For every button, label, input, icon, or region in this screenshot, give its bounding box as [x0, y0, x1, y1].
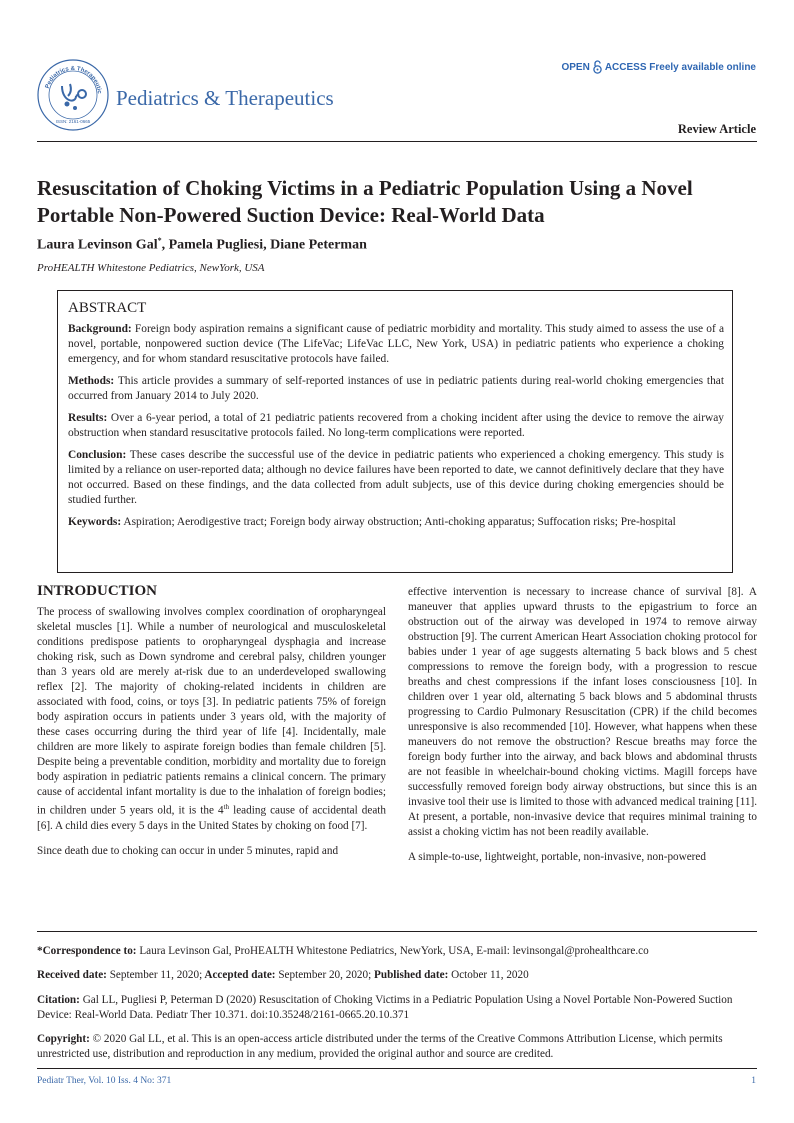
open-access-suffix: ACCESS Freely available online [604, 61, 756, 73]
abstract-box [57, 290, 733, 573]
logo-issn: ISSN: 2161-0665 [55, 119, 91, 124]
journal-logo [36, 58, 110, 132]
correspondence-note: *Correspondence to: Laura Levinson Gal, ProHEALTH Whitestone Pediatrics, NewYork, USA, E-mail: levinsongal@prohealthcare.co [37, 945, 649, 957]
logo-text: Pediatrics & Therapeutic [44, 65, 103, 95]
section-heading-introduction: INTRODUCTION [37, 583, 158, 599]
footnote-divider [37, 931, 757, 932]
journal-name: Pediatrics & Therapeutics [116, 86, 334, 110]
body-paragraph: The process of swallowing involves complex coordination of oropharyngeal skeletal muscles [1]. While a number of neurological and musculoskeletal conditions predispose patients to oropharyngeal dysphagia and increase choking risk, such as Down syndrome and cerebral palsy, children younger than 3 years old are merely at-risk due to an underdeveloped swallowing reflex [2]. The majority of choking-related incidents in children are associated with food, coins, or toys [3]. In pediatric patients 75% of foreign body aspiration occurs in patients under 3 years old, with the majority of these cases occurring during the third year of life [4]. Incidentally, male children are more likely to aspirate foreign bodies than female children [5]. Despite being a preventable condition, morbidity and mortality due to foreign body aspiration in pediatric patients remains a clinical concern. The primary cause of accidental infant mortality is due to the inhalation of foreign bodies; in children under 5 years old, it is the 4th leading cause of accidental death [6]. A child dies every 5 days in the United States by choking on food [7]. [37, 606, 386, 832]
authors-rest: , Pamela Pugliesi, Diane Peterman [161, 237, 367, 253]
abstract-background: Background: Foreign body aspiration remains a significant cause of pediatric morbidity and mortality. This study aimed to assess the use of a novel, portable, nonpowered suction device (The LifeVac; LifeVac LLC, New York, USA) in pediatric patients who experience a choking emergency, and for whom standard resuscitative protocols have failed. [68, 323, 724, 365]
child-figure-icon [65, 102, 78, 111]
article-title: Resuscitation of Choking Victims in a Pediatric Population Using a Novel Portable Non-Powered Suction Device: Real-World Data [37, 176, 693, 227]
body-paragraph: effective intervention is necessary to increase chance of survival [8]. A maneuver that applies upward thrusts to the epigastrium to force an obstruction out of the airway was developed in 1974 to remove airway obstruction [9]. The current American Heart Association choking protocol for babies under 1 year of age suggests alternating 5 back blows and 5 chest compressions to remove the foreign body, with a progression to rescue breaths and chest compressions if the infant loses consciousness [10]. In children over 1 year old, alternating 5 back blows and 5 abdominal thrusts progressing to Cardio Pulmonary Resuscitation (CPR) if the child becomes unresponsive is also recommended [10]. However, what happens when these maneuvers do not remove the obstruction? Rescue breaths may force the foreign body further into the airway, and back blows and abdominal thrusts are not feasible in wheelchair-bound choking victims. Magill forceps have successfully removed foreign body airway obstructions, but since this is an invasive tool their use is limited to those with advanced medical training [11]. At present, a portable, non-invasive device that requires minimal training to assist a choking victim has not been readily available. [408, 586, 757, 838]
open-access-badge [561, 60, 756, 74]
page-footer-divider [37, 1068, 757, 1069]
stethoscope-icon [62, 84, 86, 101]
abstract-conclusion: Conclusion: These cases describe the successful use of the device in pediatric patients who experienced a choking emergency. This study is limited by a reliance on user-reported data; although no device failures have been reported to date, we cannot definitively declare that they have not occurred. Based on these findings, and the data collected from adult subjects, use of this device during choking emergencies should be studied further. [68, 449, 724, 506]
svg-text:Pediatrics & Therapeutics [36, 58, 102, 95]
dates-note: Received date: September 11, 2020; Accepted date: September 20, 2020; Published date: October 11, 2020 [37, 969, 529, 981]
author-corresponding: Laura Levinson Gal [37, 237, 158, 253]
body-paragraph: A simple-to-use, lightweight, portable, non-invasive, non-powered [408, 851, 706, 863]
article-type: Review Article [677, 122, 756, 136]
header-divider [37, 141, 757, 142]
authors [37, 236, 367, 254]
journal-reference: Pediatr Ther, Vol. 10 Iss. 4 No: 371 [37, 1076, 172, 1086]
abstract-methods: Methods: This article provides a summary of self-reported instances of use in pediatric patients during real-world choking emergencies that occurred from January 2014 to July 2020. [68, 375, 724, 402]
abstract-heading: ABSTRACT [68, 300, 147, 316]
body-column-left [37, 584, 386, 865]
correspondence-mark: * [157, 236, 162, 245]
citation-note: Citation: Gal LL, Pugliesi P, Peterman D (2020) Resuscitation of Choking Victims in a Pediatric Population Using a Novel Portable Non-Powered Suction Device: Real-World Data. Pediatr Ther 10.371. doi:10.35248/2161-0665.20.10.371 [37, 994, 733, 1021]
abstract-keywords: Keywords: Aspiration; Aerodigestive tract; Foreign body airway obstruction; Anti-choking apparatus; Suffocation risks; Pre-hospital [68, 516, 676, 528]
open-access-lock-icon [592, 60, 603, 74]
body-column-right [408, 585, 757, 871]
page-number: 1 [751, 1076, 756, 1086]
open-access-prefix: OPEN [561, 61, 590, 73]
abstract-results: Results: Over a 6-year period, a total of 21 pediatric patients recovered from a choking incident after using the device to remove the airway obstruction when standard resuscitative protocols failed. No long-term complications were reported. [68, 412, 724, 439]
body-paragraph: Since death due to choking can occur in under 5 minutes, rapid and [37, 844, 339, 857]
copyright-note: Copyright: © 2020 Gal LL, et al. This is an open-access article distributed under the terms of the Creative Commons Attribution License, which permits unrestricted use, distribution and reproduction in any medium, provided the original author and source are credited. [37, 1033, 723, 1060]
affiliation: ProHEALTH Whitestone Pediatrics, NewYork, USA [37, 262, 265, 274]
